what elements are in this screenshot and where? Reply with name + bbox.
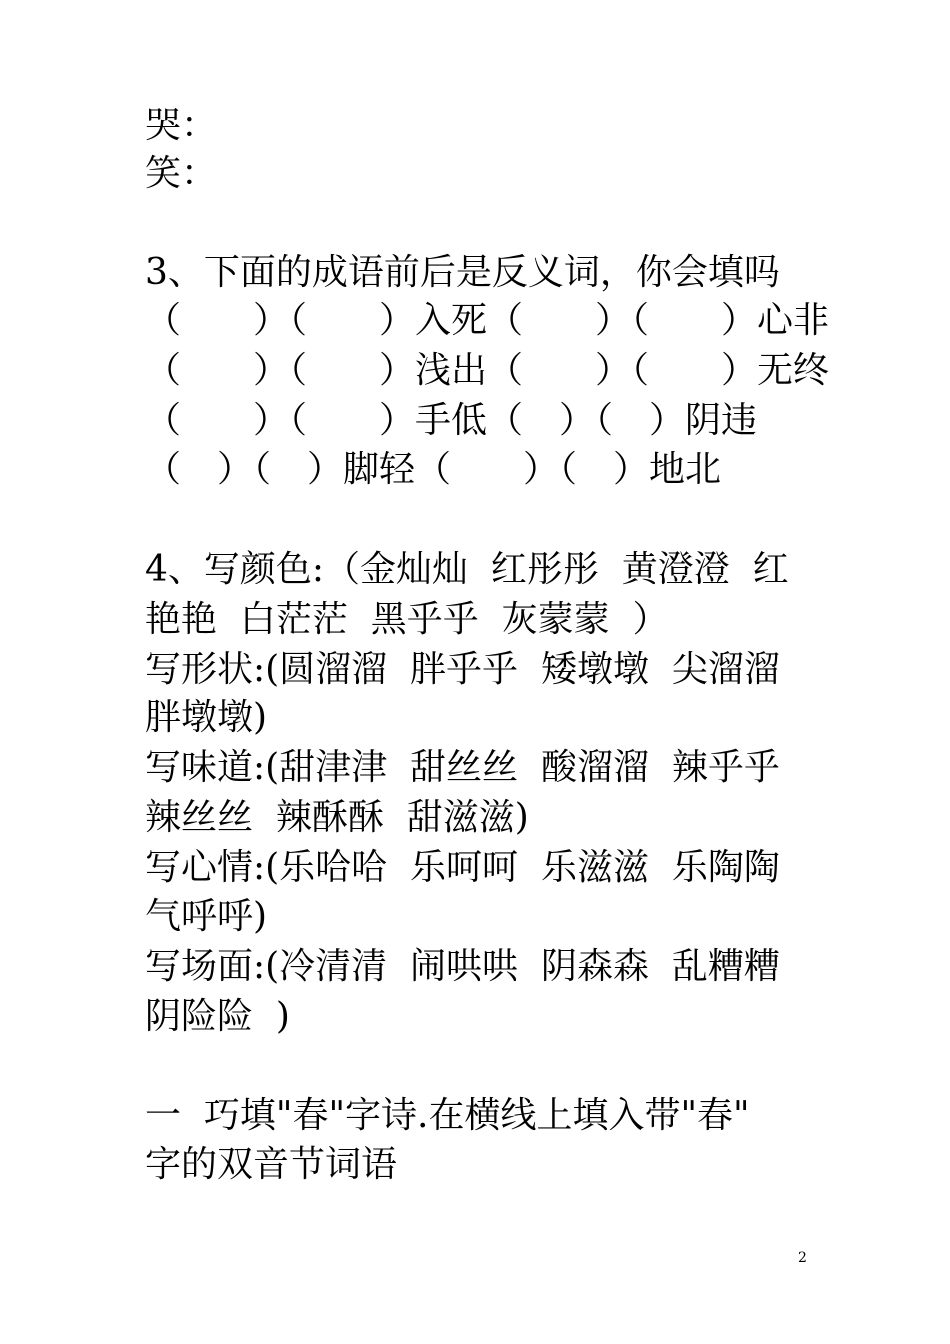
page-number: 2 bbox=[798, 1250, 807, 1266]
mood-words-continued: 气呼呼) bbox=[145, 896, 268, 937]
shape-words: 写形状:(圆溜溜 胖乎乎 矮墩墩 尖溜溜 bbox=[145, 649, 780, 690]
section-1-heading-continued: 字的双音节词语 bbox=[145, 1144, 398, 1185]
section-1-heading: 一 巧填"春"字诗.在横线上填入带"春" bbox=[145, 1095, 750, 1136]
section-4-heading: 4、写颜色:（金灿灿 红彤彤 黄澄澄 红 bbox=[145, 549, 789, 590]
idiom-line-3: （ ）（ ）手低（ ）（ ）阴违 bbox=[145, 400, 758, 441]
taste-words: 写味道:(甜津津 甜丝丝 酸溜溜 辣乎乎 bbox=[145, 747, 780, 788]
idiom-line-2: （ ）（ ）浅出（ ）（ ）无终 bbox=[145, 350, 830, 391]
color-words-continued: 艳艳 白茫茫 黑乎乎 灰蒙蒙 ） bbox=[145, 599, 669, 640]
mood-words: 写心情:(乐哈哈 乐呵呵 乐滋滋 乐陶陶 bbox=[145, 847, 780, 888]
section-3-heading: 3、下面的成语前后是反义词，你会填吗 bbox=[145, 252, 780, 293]
scene-words: 写场面:(冷清清 闹哄哄 阴森森 乱糟糟 bbox=[145, 946, 780, 987]
idiom-line-1: （ ）（ ）入死（ ）（ ）心非 bbox=[145, 300, 830, 341]
idiom-line-4: （ ）（ ）脚轻（ ）（ ）地北 bbox=[145, 449, 722, 490]
text-line-laugh: 笑： bbox=[145, 153, 218, 194]
taste-words-continued: 辣丝丝 辣酥酥 甜滋滋) bbox=[145, 797, 529, 838]
scene-words-continued: 阴险险 ) bbox=[145, 996, 290, 1037]
shape-words-continued: 胖墩墩) bbox=[145, 697, 268, 738]
text-line-cry: 哭： bbox=[145, 105, 218, 146]
